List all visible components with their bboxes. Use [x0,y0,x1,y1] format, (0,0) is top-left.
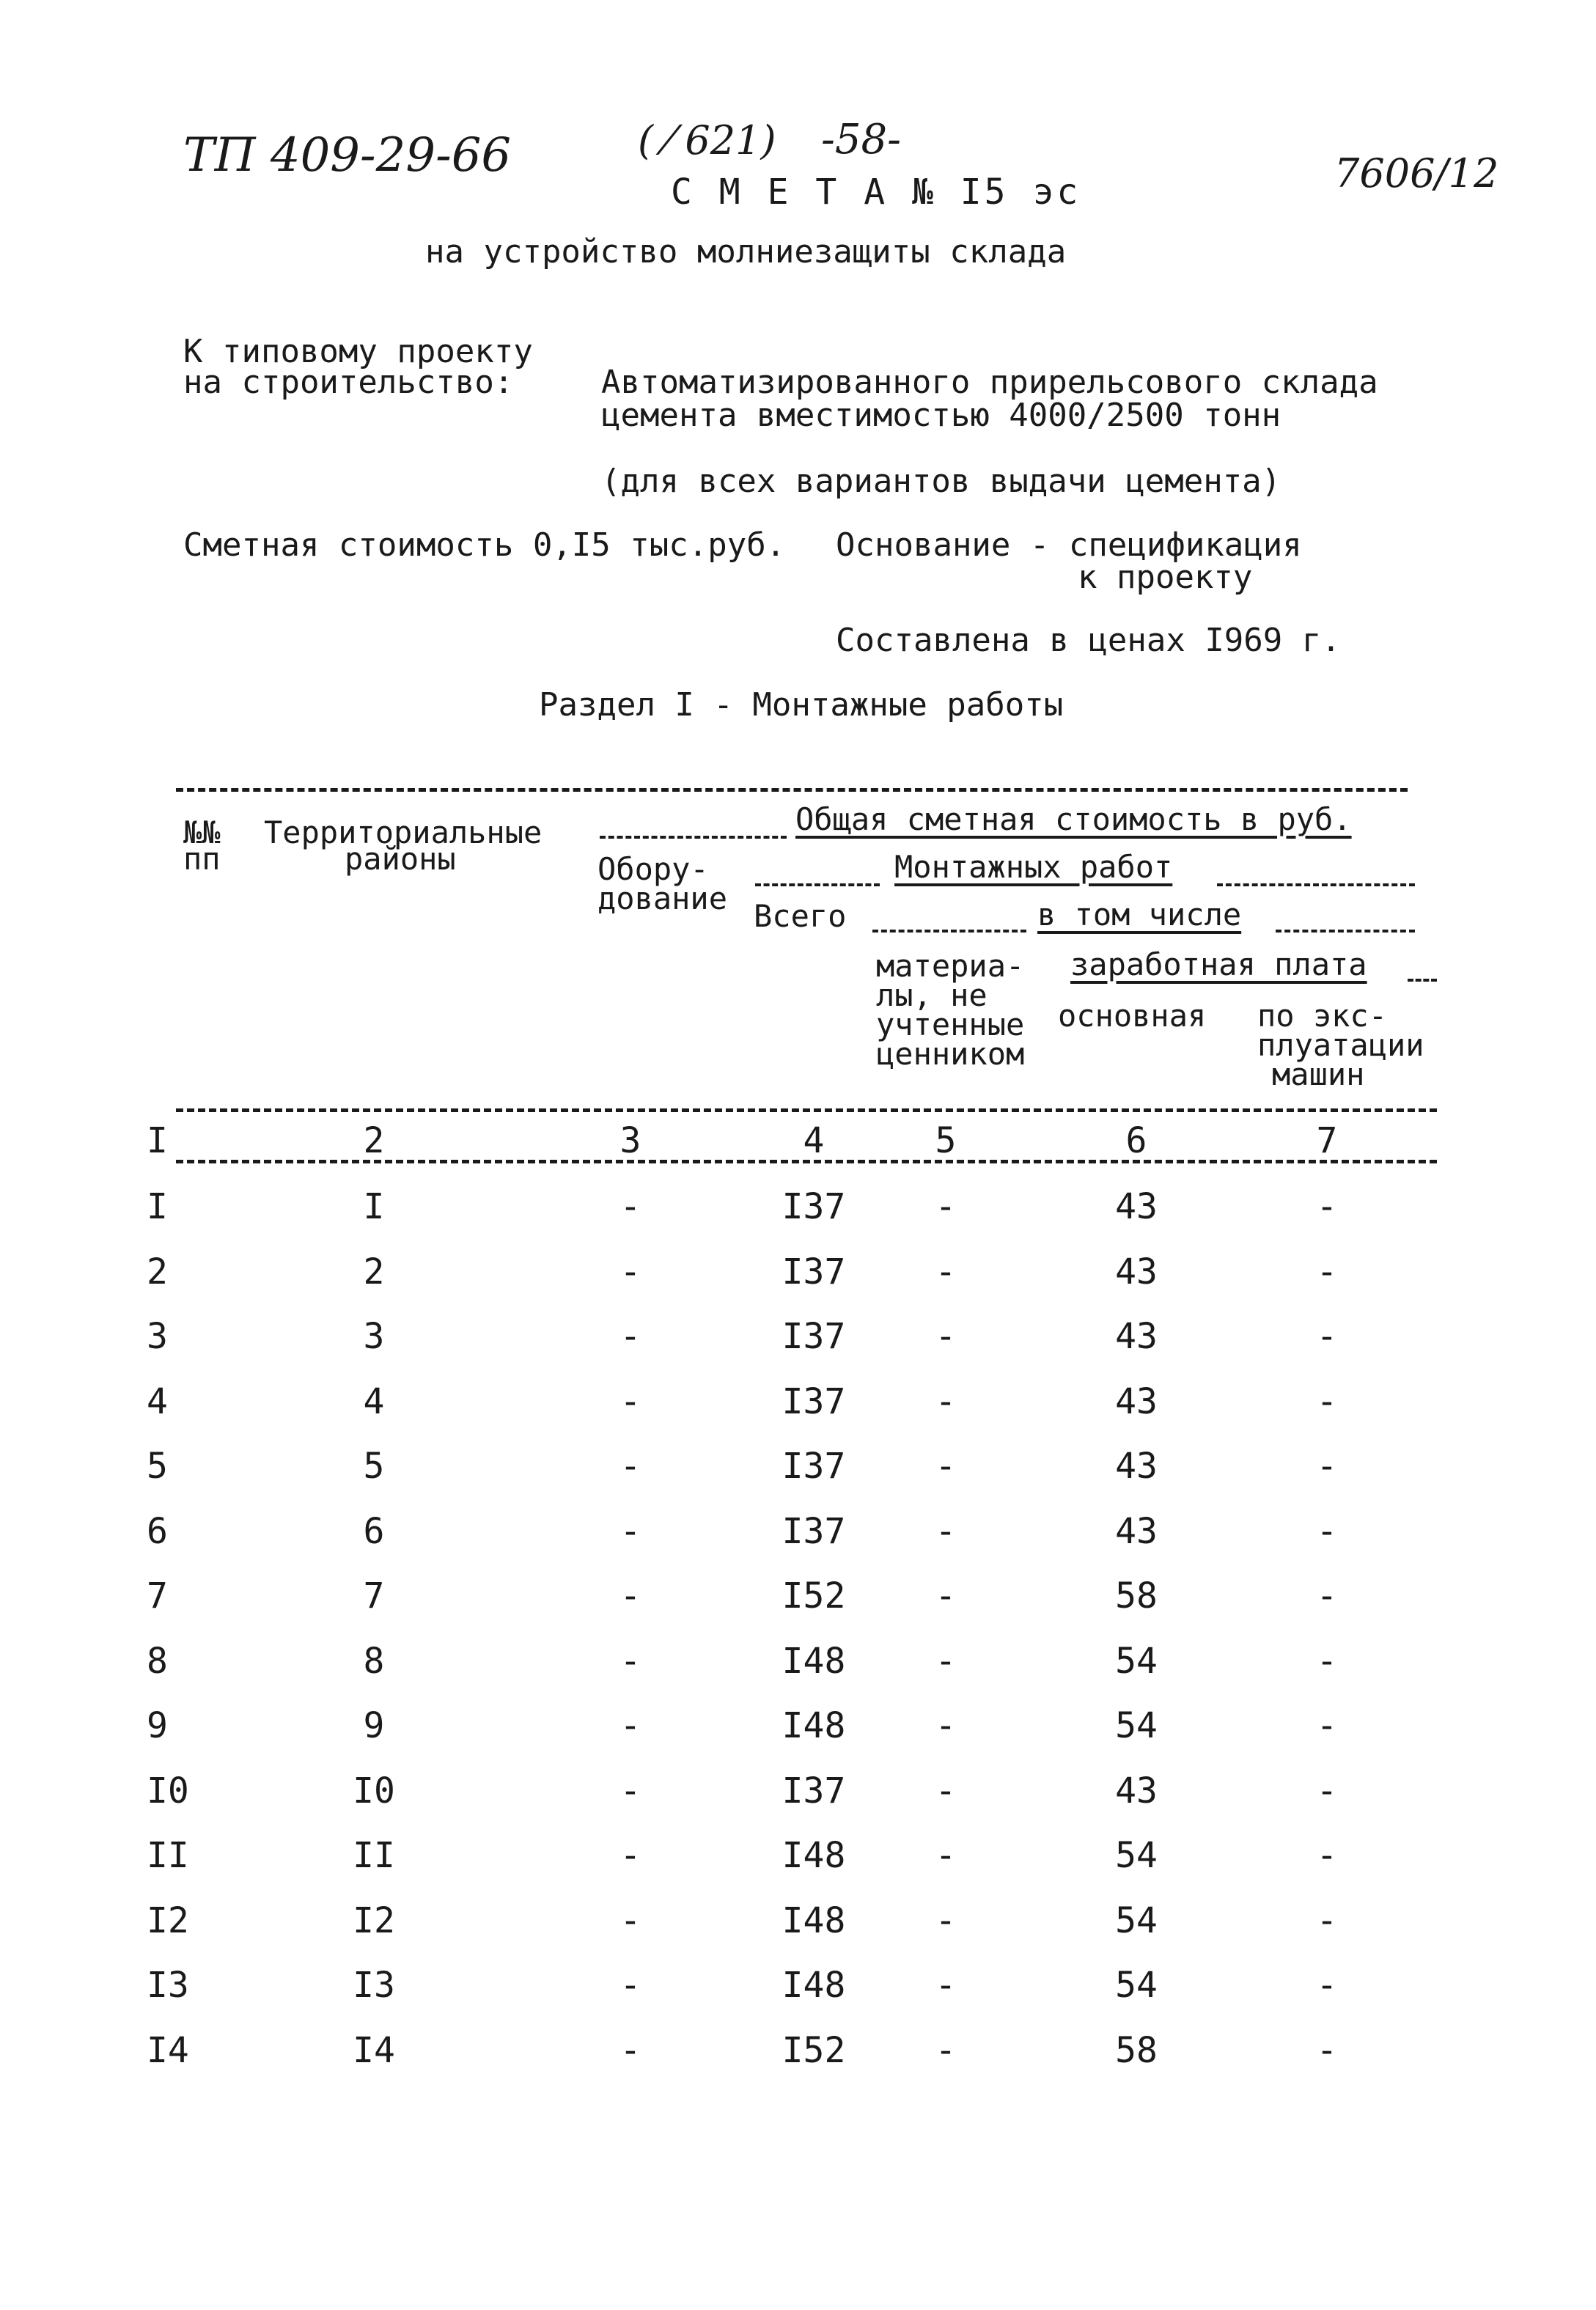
row-region: 5 [363,1446,385,1487]
row-total: I52 [782,1575,846,1616]
row-region: 3 [363,1316,385,1357]
archive-number-handwritten: 7606/12 [1334,150,1499,196]
row-machine-wage: - [1316,1770,1338,1811]
colnum-5: 5 [935,1120,957,1161]
table-row [0,1965,1596,2019]
row-materials: - [935,1186,957,1227]
colnum-3: 3 [619,1120,641,1161]
estimate-title: С М Е Т А № I5 эс [671,172,1081,213]
row-equipment: - [619,1380,641,1422]
colnum-4: 4 [803,1120,825,1161]
row-num: 9 [147,1705,168,1746]
row-total: I48 [782,1965,846,2006]
row-total: I37 [782,1380,846,1422]
header-all: Всего [754,898,847,934]
row-machine-wage: - [1316,1965,1338,2006]
table-row [0,1705,1596,1759]
page-number-handwritten: -58- [821,116,902,163]
project-name-line2: цемента вместимостью 4000/2500 тонн [601,397,1281,434]
row-basic-wage: 54 [1115,1835,1158,1876]
table-row [0,1251,1596,1306]
row-machine-wage: - [1316,1510,1338,1552]
header-materials-line2: лы, не [876,977,988,1013]
row-basic-wage: 43 [1115,1770,1158,1811]
header-region-line1: Территориальные [264,814,543,850]
row-equipment: - [619,1835,641,1876]
row-basic-wage: 54 [1115,1705,1158,1746]
row-materials: - [935,1380,957,1422]
row-basic-wage: 58 [1115,2029,1158,2071]
row-materials: - [935,1899,957,1941]
header-machines-line3: машин [1272,1056,1365,1092]
row-machine-wage: - [1316,2029,1338,2071]
header-equipment-line2: дование [597,880,728,916]
row-total: I52 [782,2029,846,2071]
table-row [0,1575,1596,1630]
project-note: (для всех вариантов выдачи цемента) [601,463,1281,500]
row-basic-wage: 43 [1115,1186,1158,1227]
row-region: I2 [353,1899,395,1941]
header-materials-line4: ценником [876,1036,1025,1072]
row-num: I4 [147,2029,189,2071]
row-equipment: - [619,1575,641,1616]
table-top-rule [176,788,1408,792]
colnum-1: I [147,1120,168,1161]
header-num-line2: пп [183,841,221,877]
table-row [0,1316,1596,1370]
row-region: I0 [353,1770,395,1811]
row-machine-wage: - [1316,1186,1338,1227]
row-num: 5 [147,1446,168,1487]
row-machine-wage: - [1316,1835,1338,1876]
row-num: II [147,1835,189,1876]
header-materials-line3: учтенные [876,1007,1025,1042]
row-basic-wage: 43 [1115,1251,1158,1292]
table-row [0,2029,1596,2084]
table-row [0,1380,1596,1435]
row-machine-wage: - [1316,1705,1338,1746]
row-num: I3 [147,1965,189,2006]
header-rule-wages-right [1408,979,1437,982]
row-region: 2 [363,1251,385,1292]
row-region: I4 [353,2029,395,2071]
header-rule-including-right [1276,930,1415,933]
row-materials: - [935,1705,957,1746]
row-region: 9 [363,1705,385,1746]
row-materials: - [935,1316,957,1357]
row-equipment: - [619,2029,641,2071]
prices-year: Составлена в ценах I969 г. [836,622,1341,659]
row-basic-wage: 43 [1115,1380,1158,1422]
header-rule-including-left [872,930,1026,933]
row-total: I37 [782,1510,846,1552]
header-num-line1: №№ [183,814,221,850]
row-num: I [147,1186,168,1227]
row-num: 4 [147,1380,168,1422]
row-basic-wage: 43 [1115,1446,1158,1487]
table-row [0,1899,1596,1954]
row-total: I37 [782,1251,846,1292]
row-materials: - [935,1510,957,1552]
project-name-line1: Автоматизированного прирельсового склада [601,364,1378,401]
header-machines-line2: плуатации [1257,1027,1424,1063]
header-rule-total-left [600,836,787,839]
row-region: 6 [363,1510,385,1552]
row-equipment: - [619,1640,641,1682]
row-total: I37 [782,1446,846,1487]
row-equipment: - [619,1446,641,1487]
row-region: II [353,1835,395,1876]
row-equipment: - [619,1186,641,1227]
row-machine-wage: - [1316,1380,1338,1422]
row-num: I0 [147,1770,189,1811]
header-rule-install-right [1217,883,1415,886]
row-machine-wage: - [1316,1899,1338,1941]
colnum-6: 6 [1125,1120,1147,1161]
row-total: I37 [782,1316,846,1357]
row-total: I48 [782,1705,846,1746]
row-machine-wage: - [1316,1251,1338,1292]
table-row [0,1186,1596,1240]
row-materials: - [935,1251,957,1292]
row-machine-wage: - [1316,1446,1338,1487]
row-equipment: - [619,1251,641,1292]
row-materials: - [935,1640,957,1682]
row-num: 7 [147,1575,168,1616]
row-materials: - [935,1965,957,2006]
row-num: 2 [147,1251,168,1292]
header-region-line2: районы [345,841,456,877]
row-materials: - [935,1770,957,1811]
header-total-cost: Общая сметная стоимость в руб. [795,801,1352,837]
table-row [0,1835,1596,1889]
row-num: 8 [147,1640,168,1682]
header-equipment-line1: Обору- [597,851,709,887]
row-machine-wage: - [1316,1575,1338,1616]
row-materials: - [935,1835,957,1876]
row-machine-wage: - [1316,1316,1338,1357]
header-basic: основная [1058,998,1207,1034]
row-materials: - [935,2029,957,2071]
row-num: 6 [147,1510,168,1552]
row-equipment: - [619,1510,641,1552]
row-total: I48 [782,1899,846,1941]
row-equipment: - [619,1965,641,2006]
row-region: I3 [353,1965,395,2006]
colnum-7: 7 [1316,1120,1338,1161]
project-label-line2: на строительство: [183,364,514,401]
row-num: I2 [147,1899,189,1941]
row-basic-wage: 54 [1115,1965,1158,2006]
row-region: 4 [363,1380,385,1422]
row-region: 7 [363,1575,385,1616]
header-machines-line1: по экс- [1257,998,1388,1034]
row-machine-wage: - [1316,1640,1338,1682]
row-basic-wage: 43 [1115,1510,1158,1552]
estimate-subtitle: на устройство молниезащиты склада [425,233,1067,271]
row-materials: - [935,1575,957,1616]
row-total: I37 [782,1186,846,1227]
doc-code-handwritten: ТП 409-29-66 [183,128,512,183]
row-basic-wage: 58 [1115,1575,1158,1616]
row-num: 3 [147,1316,168,1357]
header-installation: Монтажных работ [894,849,1173,885]
row-equipment: - [619,1705,641,1746]
row-equipment: - [619,1316,641,1357]
basis-line2: к проекту [1078,559,1253,596]
colnum-2: 2 [363,1120,385,1161]
header-materials-line1: материа- [876,948,1025,984]
project-label-line1: К типовому проекту [183,333,533,370]
table-row [0,1446,1596,1500]
row-equipment: - [619,1770,641,1811]
table-row [0,1770,1596,1825]
row-materials: - [935,1446,957,1487]
row-equipment: - [619,1899,641,1941]
header-rule-install-left [755,883,880,886]
section-title: Раздел I - Монтажные работы [539,686,1064,724]
row-basic-wage: 43 [1115,1316,1158,1357]
table-row [0,1640,1596,1695]
row-total: I37 [782,1770,846,1811]
row-basic-wage: 54 [1115,1899,1158,1941]
colnum-bottom-rule [176,1160,1437,1163]
estimated-cost: Сметная стоимость 0,I5 тыс.руб. [183,526,786,564]
row-total: I48 [782,1835,846,1876]
basis-line1: Основание - спецификация [836,526,1302,564]
header-including: в том числе [1037,897,1242,933]
header-wages: заработная плата [1070,946,1367,982]
row-region: I [363,1186,385,1227]
row-region: 8 [363,1640,385,1682]
row-total: I48 [782,1640,846,1682]
row-basic-wage: 54 [1115,1640,1158,1682]
table-row [0,1510,1596,1565]
catalog-ref-handwritten: ( ⁄ 621) [638,117,776,163]
header-bottom-rule [176,1108,1437,1112]
